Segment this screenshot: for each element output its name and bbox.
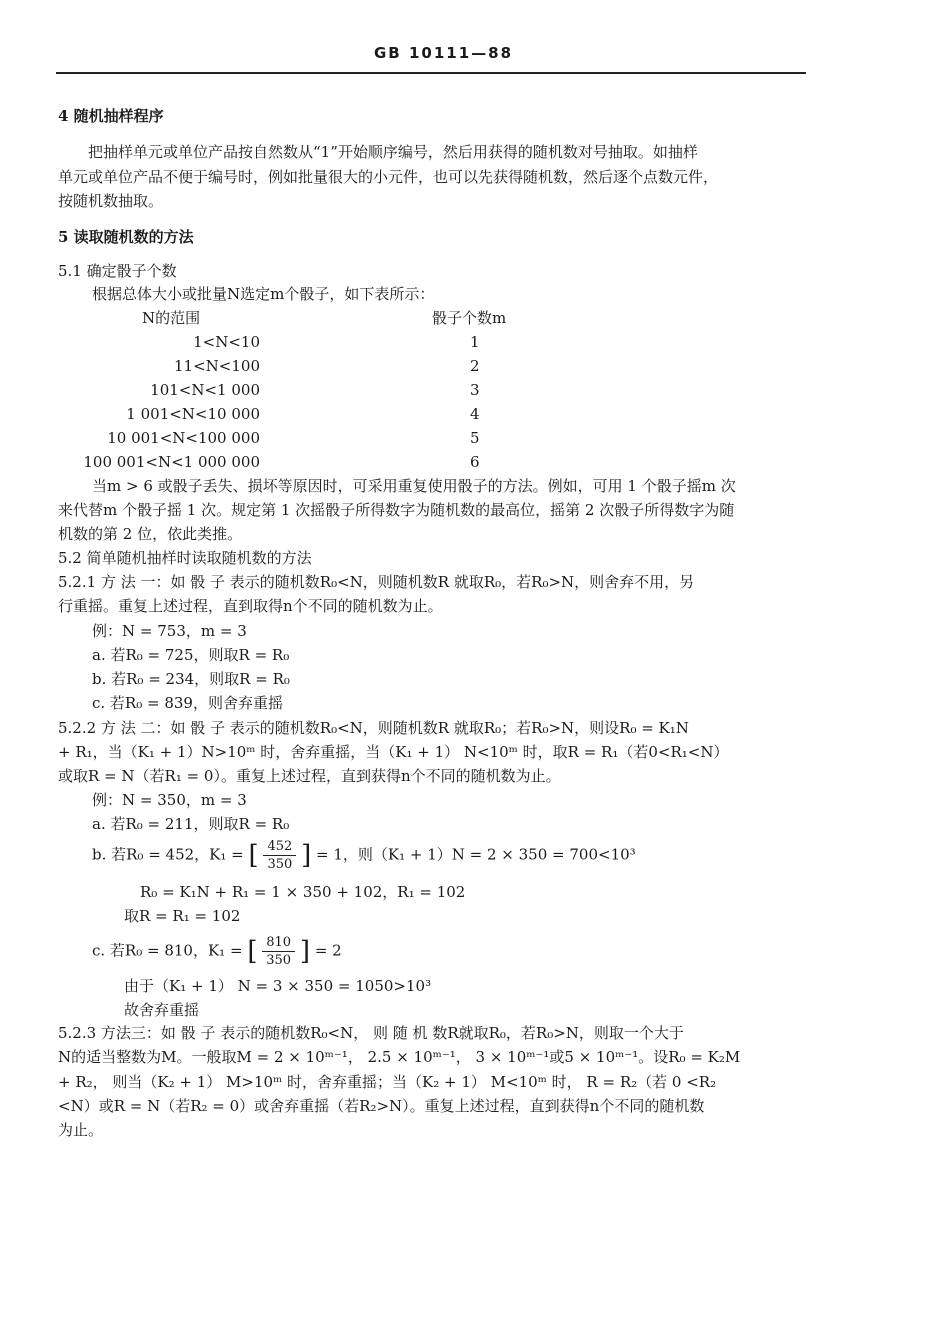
paragraph-line: 来代替m 个骰子摇 1 次。规定第 1 次摇骰子所得数字为随机数的最高位，摇第 2 次骰子所得数字为随 [58, 501, 735, 519]
table-cell-dice: 1 [470, 333, 480, 351]
table-cell-dice: 2 [470, 357, 480, 375]
paragraph-line: 为止。 [58, 1121, 104, 1139]
example-line: 例：N = 350，m = 3 [92, 791, 247, 809]
paragraph-line: 机数的第 2 位，依此类推。 [58, 525, 243, 543]
section-5-heading: 5 读取随机数的方法 [58, 228, 194, 246]
fraction [262, 934, 295, 969]
paragraph-line: 5.2.3 方法三：如 骰 子 表示的随机数R₀<N， 则 随 机 数R就取R₀，若R₀>N，则取一个大于 [58, 1024, 684, 1042]
example-line: 故舍弃重摇 [124, 1001, 200, 1019]
fraction-denominator: 350 [267, 857, 293, 872]
paragraph-line: 把抽样单元或单位产品按自然数从“1”开始顺序编号，然后用获得的随机数对号抽取。如抽样 [88, 143, 698, 161]
fraction [263, 838, 296, 873]
table-header-dice: 骰子个数m [432, 309, 507, 327]
table-cell-dice: 6 [470, 453, 480, 471]
paragraph-line: <N）或R = N（若R₂ = 0）或舍弃重摇（若R₂>N）。重复上述过程，直到获得n个不同的随机数 [58, 1097, 705, 1115]
table-cell-range: 11<N<100 [174, 357, 260, 375]
table-cell-dice: 4 [470, 405, 480, 423]
example-item-fraction [92, 838, 636, 873]
paragraph-line: 或取R = N（若R₁ = 0）。重复上述过程，直到获得n个不同的随机数为止。 [58, 767, 561, 785]
example-line: 由于（K₁ + 1） N = 3 × 350 = 1050>10³ [124, 977, 432, 995]
paragraph-line: 按随机数抽取。 [58, 192, 164, 210]
floor-bracket-left: [ [248, 840, 259, 871]
fraction-numerator: 810 [262, 934, 295, 952]
example-item-lead: b. 若R₀ = 452，K₁ = [92, 845, 244, 864]
example-item: b. 若R₀ = 234，则取R = R₀ [92, 670, 290, 688]
table-cell-range: 100 001<N<1 000 000 [83, 453, 260, 471]
example-line: 取R = R₁ = 102 [124, 907, 241, 925]
paragraph-line: + R₂， 则当（K₂ + 1） M>10ᵐ 时，舍弃重摇；当（K₂ + 1） M<10ᵐ 时， R = R₂（若 0 <R₂ [58, 1073, 717, 1091]
paragraph-line: + R₁，当（K₁ + 1）N>10ᵐ 时，舍弃重摇，当（K₁ + 1） N<10ᵐ 时，取R = R₁（若0<R₁<N） [58, 743, 729, 761]
example-item: a. 若R₀ = 211，则取R = R₀ [92, 815, 290, 833]
example-item-fraction [92, 934, 342, 969]
example-item: a. 若R₀ = 725，则取R = R₀ [92, 646, 290, 664]
document-code: GB 10111—88 [374, 44, 514, 62]
example-item-tail: = 2 [314, 941, 342, 960]
fraction-numerator: 452 [263, 838, 296, 856]
header-rule [56, 72, 806, 74]
floor-bracket-left: [ [247, 936, 258, 967]
paragraph-line: 行重摇。重复上述过程，直到取得n个不同的随机数为止。 [58, 597, 443, 615]
floor-bracket-right: ] [299, 936, 311, 967]
section-4-heading: 4 随机抽样程序 [58, 107, 164, 125]
table-cell-range: 10 001<N<100 000 [107, 429, 260, 447]
table-cell-dice: 5 [470, 429, 480, 447]
paragraph-line: 当m > 6 或骰子丢失、损坏等原因时，可采用重复使用骰子的方法。例如，可用 1 个骰子摇m 次 [92, 477, 736, 495]
example-line: R₀ = K₁N + R₁ = 1 × 350 + 102，R₁ = 102 [140, 883, 466, 901]
example-item-tail: = 1，则（K₁ + 1）N = 2 × 350 = 700<10³ [316, 845, 636, 864]
floor-bracket-right: ] [301, 840, 312, 871]
paragraph-line: 根据总体大小或批量N选定m个骰子，如下表所示： [92, 285, 435, 303]
section-5-1-heading: 5.1 确定骰子个数 [58, 262, 177, 280]
paragraph-line: 5.2.1 方 法 一：如 骰 子 表示的随机数R₀<N，则随机数R 就取R₀，若R₀>N，则舍弃不用，另 [58, 573, 695, 591]
example-item-lead: c. 若R₀ = 810，K₁ = [92, 941, 243, 960]
table-cell-dice: 3 [470, 381, 480, 399]
section-5-2-heading: 5.2 简单随机抽样时读取随机数的方法 [58, 549, 312, 567]
example-line: 例：N = 753，m = 3 [92, 622, 247, 640]
paragraph-line: 单元或单位产品不便于编号时，例如批量很大的小元件，也可以先获得随机数，然后逐个点数元件， [58, 168, 719, 186]
paragraph-line: N的适当整数为M。一般取M = 2 × 10ᵐ⁻¹， 2.5 × 10ᵐ⁻¹， 3 × 10ᵐ⁻¹或5 × 10ᵐ⁻¹。设R₀ = K₂M [58, 1048, 741, 1066]
table-header-range: N的范围 [142, 309, 201, 327]
table-cell-range: 1<N<10 [193, 333, 260, 351]
table-cell-range: 1 001<N<10 000 [126, 405, 260, 423]
paragraph-line: 5.2.2 方 法 二：如 骰 子 表示的随机数R₀<N，则随机数R 就取R₀；若R₀>N，则设R₀ = K₁N [58, 719, 689, 737]
table-cell-range: 101<N<1 000 [150, 381, 260, 399]
fraction-denominator: 350 [266, 953, 292, 968]
example-item: c. 若R₀ = 839，则舍弃重摇 [92, 694, 283, 712]
